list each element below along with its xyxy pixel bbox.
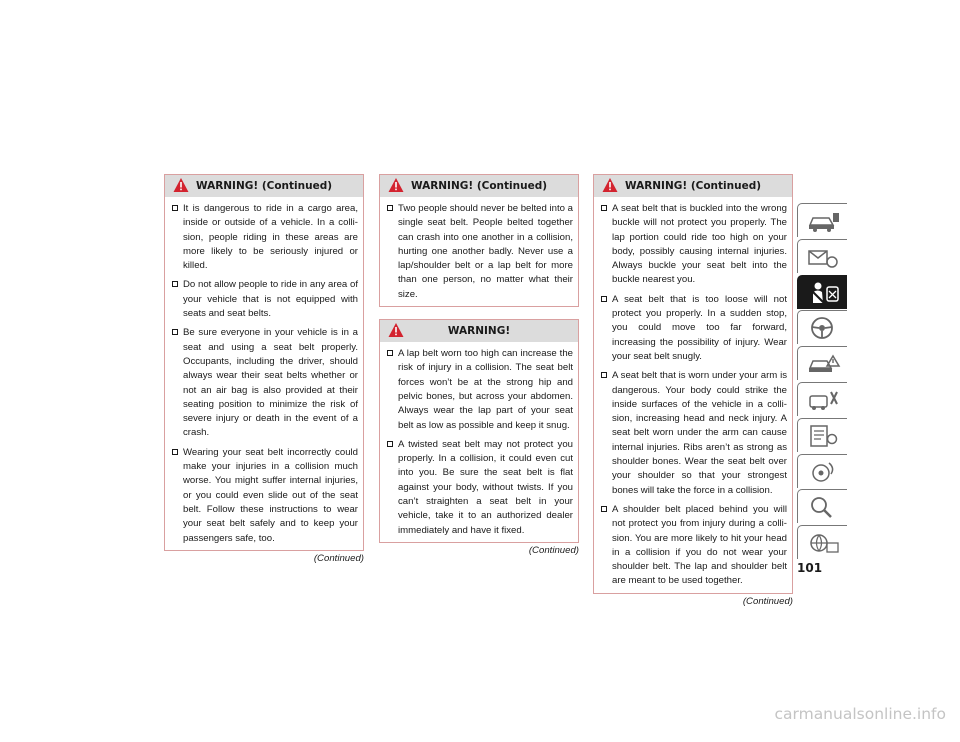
dashboard-lights-icon <box>807 245 841 269</box>
tab-car-info[interactable] <box>797 203 847 237</box>
tab-multimedia[interactable] <box>797 454 847 488</box>
warning-header <box>165 175 363 197</box>
list-item <box>171 278 358 321</box>
bullet-square <box>387 205 393 211</box>
warning-box-continued <box>593 174 793 594</box>
warning-triangle-icon <box>602 177 618 193</box>
warning-box-continued <box>379 174 579 307</box>
car-info-icon <box>807 209 841 233</box>
continued-label: (Continued) <box>528 544 579 556</box>
language-icon <box>807 531 841 555</box>
warning-body <box>165 197 363 550</box>
tab-steering-wheel[interactable] <box>797 310 847 344</box>
bullet-square <box>601 205 607 211</box>
list-item <box>386 202 573 302</box>
warning-title: WARNING! <box>447 325 511 338</box>
list-item <box>600 202 787 288</box>
list-item-text: Two people should never be belted into a single seat belt. People belted together can crash into one another in a collision, hurting one another badly. Never use a lap/shoulder belt or a lap belt for more than one person, no matter what their size. <box>398 203 573 300</box>
warning-body <box>380 342 578 542</box>
chapter-tabs <box>797 203 847 561</box>
bullet-square <box>387 441 393 447</box>
warning-body <box>594 197 792 593</box>
page-number: 101 <box>797 561 823 575</box>
column-right <box>593 174 793 607</box>
tab-car-warning[interactable] <box>797 346 847 380</box>
list-item <box>600 503 787 589</box>
warning-title: WARNING! (Continued) <box>410 180 548 192</box>
car-service-icon <box>807 388 841 412</box>
list-item <box>386 347 573 433</box>
list-item-text: A shoulder belt placed behind you will not protect you from injury during a colli-sion. You are more likely to hit your head in a collision if you do not wear your shoulder belt. The lap and shoulder belt are meant to be used together. <box>612 503 787 587</box>
list-item-text: Be sure everyone in your vehicle is in a seat and using a seat belt properly. Occupants, including the driver, should always wear their seat belts whether or not an air bag is also provided at their seating position to minimize the risk of severe injury or death in the event of a crash. <box>183 327 358 439</box>
bullet-square <box>601 372 607 378</box>
warning-header <box>380 320 578 342</box>
watermark: carmanualsonline.info <box>774 705 946 723</box>
bullet-square <box>601 296 607 302</box>
column-left <box>164 174 364 564</box>
maintenance-schedule-icon <box>807 424 841 448</box>
list-item <box>600 293 787 364</box>
warning-header <box>594 175 792 197</box>
tab-dashboard-lights[interactable] <box>797 239 847 273</box>
bullet-square <box>601 506 607 512</box>
seat-belt-safety-icon <box>807 281 841 307</box>
multimedia-icon <box>807 460 841 484</box>
list-item-text: A seat belt that is too loose will not protect you properly. In a sudden stop, you could move too far forward, increasing the possibility of injury. Wear your seat belt snugly. <box>612 293 787 362</box>
list-item-text: A seat belt that is worn under your arm is dangerous. Your body could strike the inside surfaces of the vehicle in a colli-sion, increasing head and neck injury. A seat belt worn under the arm can cause internal injuries. Ribs aren’t as strong as shoulder bones. Wear the seat belt over your shoulder so that your strongest bones will take the force in a collision. <box>612 370 787 496</box>
tab-maintenance-schedule[interactable] <box>797 418 847 452</box>
bullet-square <box>387 350 393 356</box>
list-item-text: It is dangerous to ride in a cargo area, inside or outside of a vehicle. In a colli-sion, people riding in these areas are more likely to be seriously injured or killed. <box>183 203 358 272</box>
search-icon <box>807 495 841 519</box>
list-item-text: Wearing your seat belt incorrectly could make your injuries in a collision much worse. You might suffer internal injuries, or you could even slide out of the seat belt. Follow these instructions to wear your seat belt safely and to keep your passengers safe, too. <box>183 446 358 544</box>
warning-body <box>380 197 578 306</box>
list-item-text: A seat belt that is buckled into the wrong buckle will not protect you properly. The lap portion could ride too high on your body, possibly causing internal injuries. Always buckle your seat belt into the buckle nearest you. <box>612 203 787 286</box>
list-item <box>386 438 573 538</box>
column-middle <box>379 174 579 556</box>
list-item-text: Do not allow people to ride in any area of your vehicle that is not equipped with seats and seat belts. <box>183 279 358 320</box>
warning-box-continued <box>164 174 364 551</box>
bullet-square <box>172 281 178 287</box>
tab-search[interactable] <box>797 489 847 523</box>
list-item <box>171 326 358 440</box>
warning-title: WARNING! (Continued) <box>195 180 333 192</box>
steering-wheel-icon <box>807 316 841 340</box>
bullet-square <box>172 205 178 211</box>
warning-title: WARNING! (Continued) <box>624 180 762 192</box>
tab-car-service[interactable] <box>797 382 847 416</box>
warning-triangle-icon <box>388 177 404 193</box>
tab-language[interactable] <box>797 525 847 559</box>
warning-triangle-icon <box>388 322 404 338</box>
continued-label: (Continued) <box>313 552 364 564</box>
list-item <box>600 369 787 498</box>
car-warning-icon <box>807 352 841 376</box>
warning-triangle-icon <box>173 177 189 193</box>
warning-header <box>380 175 578 197</box>
bullet-square <box>172 449 178 455</box>
list-item-text: A lap belt worn too high can increase the risk of injury in a collision. The seat belt forces won’t be at the strong hip and pelvic bones, but across your abdomen. Always wear the lap part of your seat belt as low as possible and keep it snug. <box>398 348 573 431</box>
continued-label: (Continued) <box>742 595 793 607</box>
list-item <box>171 446 358 546</box>
warning-box <box>379 319 579 543</box>
bullet-square <box>172 329 178 335</box>
list-item-text: A twisted seat belt may not protect you properly. In a collision, it could even cut into you. Be sure the seat belt is flat against your body, without twists. If you can’t straighten a seat belt in your vehicle, take it to an authorized dealer immediately and have it fixed. <box>398 438 573 536</box>
tab-seat-belt-safety[interactable] <box>797 275 847 309</box>
list-item <box>171 202 358 273</box>
